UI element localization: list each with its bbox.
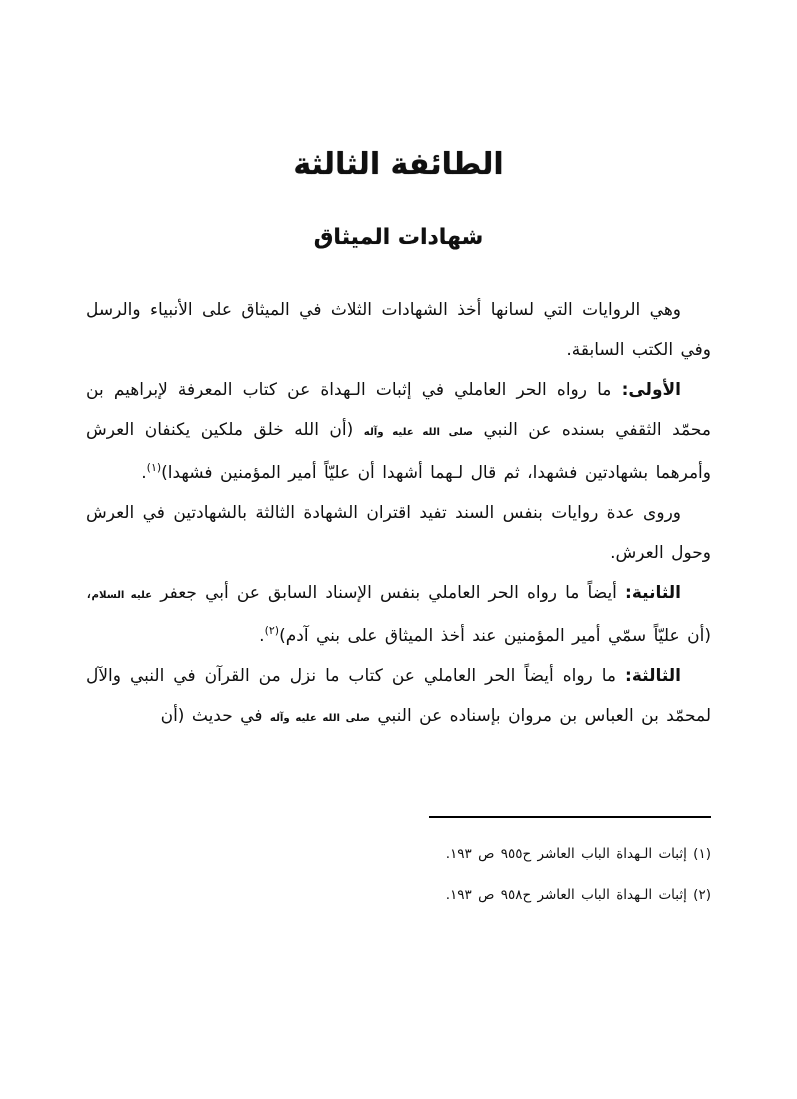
paragraph-third-narration	[86, 656, 711, 739]
footnote-2: (٢) إثبات الـهداة الباب العاشر ح٩٥٨ ص ١٩٣.	[445, 887, 711, 903]
paragraph-text: أيضاً ما رواه الحر العاملي بنفس الإسناد السابق عن أبي جعفر	[152, 583, 626, 604]
paragraph-text: ، (أن عليّاً سمّي أمير المؤمنين عند أخذ الميثاق على بني آدم)	[86, 583, 711, 647]
footnotes-section	[86, 816, 711, 916]
prophet-honorific-symbol: صلى الله عليه وآله	[363, 427, 473, 439]
paragraph-second-narration	[86, 573, 711, 656]
paragraph-intro	[86, 290, 711, 370]
paragraph-text: ما رواه أيضاً الحر العاملي عن كتاب ما نزل من القرآن في النبي والآل لمحمّد بن العباس بن مروان بإسناده عن النبي	[86, 666, 711, 727]
paragraph-text: ما رواه الحر العاملي في إثبات الـهداة عن كتاب المعرفة لإبراهيم بن محمّد الثقفي بسنده عن النبي	[86, 380, 711, 441]
imam-honorific-symbol: عليه السلام	[91, 590, 153, 602]
paragraph-first-narration	[86, 370, 711, 493]
body-text	[86, 290, 711, 739]
paragraph-commentary	[86, 493, 711, 573]
paragraph-text: وروى عدة روايات بنفس السند تفيد اقتران الشهادة الثالثة بالشهادتين في العرش وحول العرش.	[86, 503, 711, 564]
prophet-honorific-symbol: صلى الله عليه وآله	[269, 713, 370, 725]
paragraph-text: (أن الله خلق ملكين يكنفان العرش وأمرهما بشهادتين فشهدا، ثم قال لـهما أشهدا أن عليّاً أمير المؤمنين فشهدا)	[86, 420, 711, 484]
paragraph-lead: الثانية:	[625, 583, 681, 604]
paragraph-lead: الأولى:	[621, 380, 681, 401]
paragraph-text: وهي الروايات التي لسانها أخذ الشهادات الثلاث في الميثاق على الأنبياء والرسل وفي الكتب السابقة.	[86, 300, 711, 361]
sentence-end: .	[259, 626, 265, 647]
section-title: الطائفة الثالثة	[293, 147, 504, 182]
sentence-end: .	[141, 463, 147, 484]
footnote-ref-2: (٢)	[264, 624, 280, 638]
footnote-1: (١) إثبات الـهداة الباب العاشر ح٩٥٥ ص ١٩٣.	[445, 846, 711, 862]
paragraph-lead: الثالثة:	[625, 666, 681, 687]
paragraph-text: في حديث (أن	[160, 706, 270, 727]
section-subtitle: شهادات الميثاق	[313, 224, 484, 250]
footnote-separator	[429, 816, 711, 818]
footnote-ref-1: (١)	[146, 461, 162, 475]
